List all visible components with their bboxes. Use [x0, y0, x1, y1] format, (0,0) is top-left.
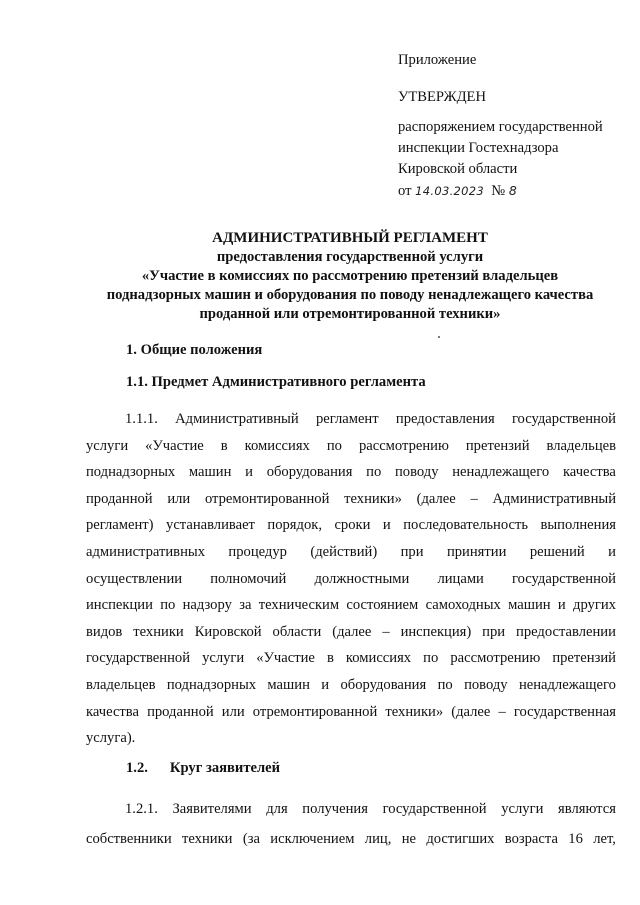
- word: государственной: [86, 650, 191, 667]
- approval-line-2: инспекции Гостехнадзора: [398, 140, 559, 156]
- word: лицами: [437, 570, 484, 587]
- word: инспекция): [400, 623, 472, 640]
- word: порядок,: [267, 517, 322, 534]
- word: «Участие: [256, 650, 315, 667]
- approval-line-3: Кировской области: [398, 161, 518, 177]
- word: комиссиях: [345, 650, 412, 667]
- approved-label: УТВЕРЖДЕН: [398, 89, 486, 105]
- word: регламент): [86, 517, 154, 534]
- word: полномочий: [210, 570, 287, 587]
- date-prefix: от: [398, 183, 412, 199]
- word: или: [221, 703, 245, 720]
- word: машин: [188, 464, 232, 481]
- word: видов: [86, 623, 123, 640]
- paragraph-line: [86, 645, 616, 672]
- word: Административный: [492, 490, 616, 507]
- word: и: [245, 464, 253, 481]
- word: государственной: [511, 411, 616, 427]
- word: последовательность: [403, 517, 528, 534]
- paragraph-line: [86, 824, 616, 854]
- word: Кировской: [194, 623, 262, 640]
- word: при: [400, 543, 424, 560]
- word: (далее: [416, 490, 456, 507]
- word: исключением: [270, 831, 355, 847]
- word: (далее: [451, 703, 491, 720]
- paragraph-line: [86, 592, 616, 619]
- word: Заявителями: [172, 801, 252, 817]
- section-1-2-number: 1.2.: [126, 760, 148, 776]
- word: и: [557, 597, 566, 614]
- word: процедур: [228, 543, 287, 560]
- paragraph-line: [86, 725, 616, 752]
- word: услуги: [501, 801, 544, 817]
- approval-date-line: [398, 180, 634, 202]
- word: 1.1.1.: [125, 411, 158, 427]
- handwritten-date: 14.03.2023: [415, 184, 484, 198]
- word: проданной: [147, 703, 214, 720]
- word: –: [498, 703, 506, 720]
- word: качества: [562, 464, 616, 481]
- word: состоянием: [346, 597, 419, 614]
- word: выполнения: [540, 517, 616, 534]
- word: предоставления: [395, 411, 495, 427]
- title-line-3: поднадзорных машин и оборудования по поводу ненадлежащего качества: [106, 287, 594, 303]
- word: и: [382, 517, 391, 534]
- title-line-1: предоставления государственной услуги: [216, 249, 484, 265]
- word: по: [437, 676, 453, 693]
- word: услуга).: [86, 730, 136, 747]
- word: ненадлежащего: [518, 676, 616, 693]
- word: или: [167, 490, 191, 507]
- word: лет,: [593, 831, 616, 847]
- paragraph-1-1-1: [86, 406, 616, 752]
- word: поводу: [464, 676, 508, 693]
- word: техники: [182, 831, 233, 847]
- appendix-label: Приложение: [398, 52, 477, 68]
- word: качества: [86, 703, 139, 720]
- section-1-2-heading: [126, 760, 280, 777]
- word: машин: [508, 597, 551, 614]
- word: (далее: [332, 623, 372, 640]
- word: поднадзорных: [166, 676, 257, 693]
- section-1-heading: 1. Общие положения: [126, 342, 263, 358]
- section-1-2-title: Круг заявителей: [169, 760, 281, 776]
- paragraph-line: [86, 406, 616, 433]
- paragraph-line: [86, 672, 616, 699]
- word: техники»: [385, 703, 444, 720]
- paragraph-line: [86, 539, 616, 566]
- paragraph-line: [86, 433, 616, 460]
- word: 1.2.1.: [125, 801, 158, 817]
- word: сроки: [334, 517, 371, 534]
- word: должностными: [314, 570, 410, 587]
- word: административных: [86, 543, 205, 560]
- word: решений: [529, 543, 585, 560]
- word: машин: [267, 676, 310, 693]
- paragraph-line: [86, 512, 616, 539]
- section-1-1-heading: 1.1. Предмет Административного регламента: [126, 374, 426, 390]
- word: по: [160, 597, 176, 614]
- word: за: [239, 597, 252, 614]
- paragraph-line: [86, 459, 616, 486]
- word: поднадзорных: [86, 464, 176, 481]
- word: и: [321, 676, 330, 693]
- paragraph-line: [86, 566, 616, 593]
- title-line-4: проданной или отремонтированной техники»: [199, 306, 501, 322]
- word: области: [272, 623, 322, 640]
- word: по: [366, 464, 382, 481]
- word: отремонтированной: [204, 490, 330, 507]
- word: по: [326, 437, 342, 454]
- word: услуги: [202, 650, 245, 667]
- word: собственники: [86, 831, 172, 847]
- word: рассмотрению: [450, 650, 541, 667]
- word: других: [573, 597, 616, 614]
- word: не: [401, 831, 416, 847]
- word: услуги: [86, 437, 129, 454]
- word: получения: [302, 801, 368, 817]
- word: лиц,: [364, 831, 392, 847]
- document-title: [60, 229, 640, 324]
- word: техническим: [258, 597, 340, 614]
- word: государственной: [382, 801, 487, 817]
- word: Административный: [175, 411, 299, 427]
- word: возраста: [504, 831, 558, 847]
- word: претензий: [552, 650, 616, 667]
- word: отремонтированной: [252, 703, 378, 720]
- paragraph-line: [86, 486, 616, 513]
- word: в: [326, 650, 334, 667]
- paragraph-line: [86, 794, 616, 824]
- word: предоставлении: [516, 623, 616, 640]
- word: государственная: [513, 703, 616, 720]
- paragraph-1-2-1: [86, 794, 616, 854]
- word: рассмотрению: [358, 437, 449, 454]
- word: по: [423, 650, 439, 667]
- word: для: [266, 801, 288, 817]
- word: являются: [558, 801, 616, 817]
- word: оборудования: [266, 464, 353, 481]
- word: самоходных: [425, 597, 501, 614]
- approval-line-1: распоряжением государственной: [398, 119, 603, 135]
- title-line-2: «Участие в комиссиях по рассмотрению претензий владельцев: [141, 268, 559, 284]
- word: в: [220, 437, 228, 454]
- word: государственной: [511, 570, 616, 587]
- word: «Участие: [145, 437, 204, 454]
- word: поводу: [395, 464, 439, 481]
- scan-speck: [438, 336, 440, 338]
- word: осуществлении: [86, 570, 183, 587]
- word: техники»: [344, 490, 402, 507]
- word: комиссиях: [244, 437, 310, 454]
- word: инспекции: [86, 597, 153, 614]
- word: владельцев: [546, 437, 616, 454]
- handwritten-number: 8: [508, 183, 517, 198]
- paragraph-line: [86, 699, 616, 726]
- word: –: [470, 490, 478, 507]
- approval-block: [398, 50, 634, 202]
- word: техники: [133, 623, 184, 640]
- word: ненадлежащего: [452, 464, 550, 481]
- word: претензий: [465, 437, 530, 454]
- word: достигших: [426, 831, 495, 847]
- word: при: [482, 623, 506, 640]
- word: устанавливает: [166, 517, 255, 534]
- word: владельцев: [86, 676, 156, 693]
- word: –: [382, 623, 390, 640]
- number-sign: №: [491, 183, 506, 199]
- word: (за: [242, 831, 260, 847]
- word: надзору: [182, 597, 232, 614]
- paragraph-line: [86, 619, 616, 646]
- main-title: АДМИНИСТРАТИВНЫЙ РЕГЛАМЕНТ: [212, 230, 488, 246]
- word: (действий): [310, 543, 378, 560]
- word: регламент: [315, 411, 379, 427]
- word: оборудования: [340, 676, 427, 693]
- word: принятии: [446, 543, 507, 560]
- word: и: [608, 543, 616, 560]
- word: проданной: [86, 490, 153, 507]
- word: 16: [568, 831, 583, 847]
